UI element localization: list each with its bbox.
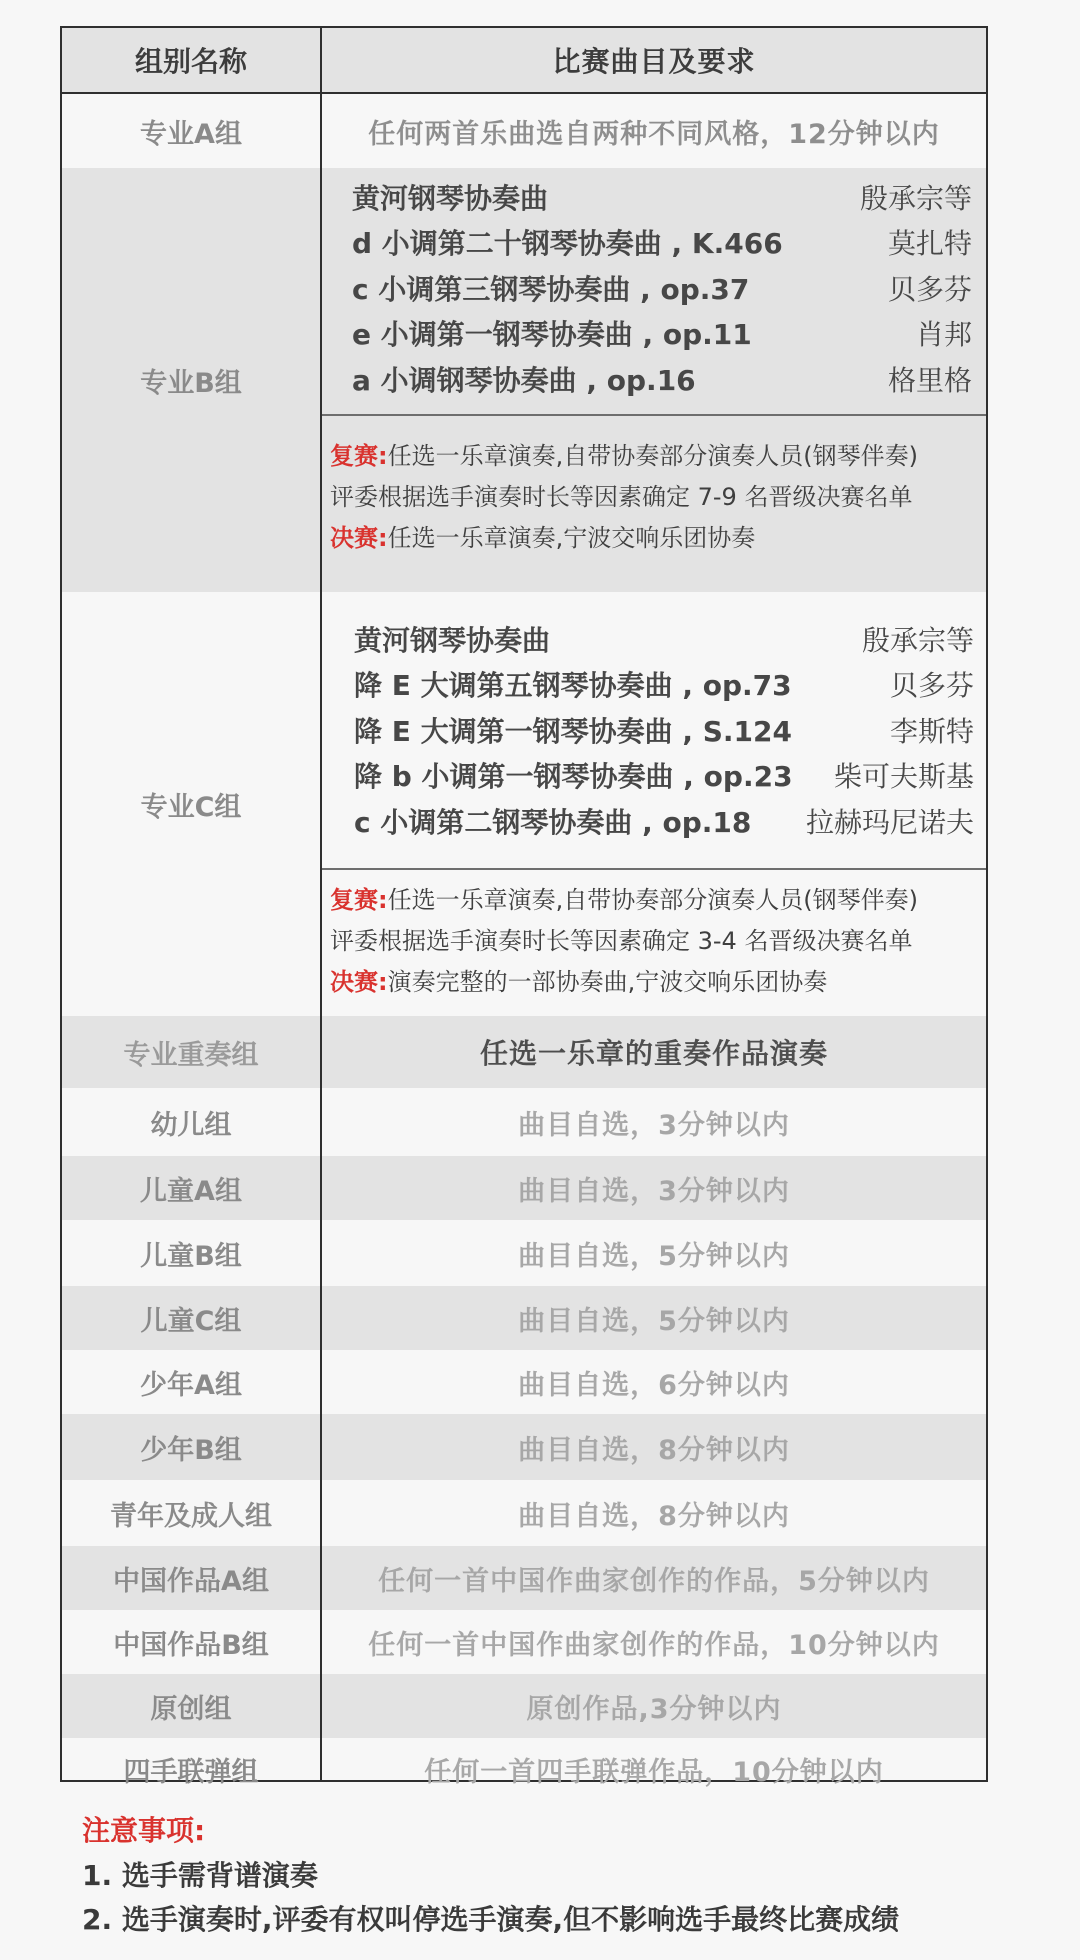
table-row	[62, 1156, 986, 1220]
list-item	[354, 616, 974, 662]
piece-composer: 贝多芬	[887, 272, 972, 306]
list-item	[352, 265, 972, 311]
group-name: 少年A组	[140, 1369, 242, 1401]
piece-title: e 小调第一钢琴协奏曲 , op.11	[352, 318, 752, 352]
semifinal-text: 任选一乐章演奏,自带协奏部分演奏人员(钢琴伴奏)	[387, 886, 918, 914]
group-requirement: 曲目自选，5分钟以内	[518, 1240, 790, 1272]
list-item	[354, 662, 974, 708]
judge-note: 评委根据选手演奏时长等因素确定 7-9 名晋级决赛名单	[330, 483, 913, 511]
group-name: 儿童A组	[140, 1175, 242, 1207]
column-divider	[320, 28, 322, 1780]
group-requirement: 曲目自选，8分钟以内	[518, 1434, 790, 1466]
group-requirement: 任何两首乐曲选自两种不同风格，12分钟以内	[368, 118, 940, 150]
group-name: 儿童B组	[140, 1240, 242, 1272]
group-requirement: 任选一乐章的重奏作品演奏	[479, 1037, 828, 1070]
table-row	[62, 592, 986, 1016]
table-row	[62, 1546, 986, 1610]
group-requirement: 任何一首中国作曲家创作的作品，10分钟以内	[368, 1629, 940, 1661]
group-name: 专业C组	[140, 791, 242, 823]
table-row	[62, 1414, 986, 1480]
piece-composer: 柴可夫斯基	[833, 760, 974, 794]
table-row	[62, 1674, 986, 1738]
semifinal-note	[330, 436, 980, 477]
table-row	[62, 1480, 986, 1546]
table-row	[62, 1088, 986, 1156]
group-name: 少年B组	[140, 1434, 242, 1466]
table-row	[62, 1016, 986, 1088]
piece-title: c 小调第三钢琴协奏曲 , op.37	[352, 272, 750, 306]
table-row	[62, 94, 986, 168]
semifinal-text: 任选一乐章演奏,自带协奏部分演奏人员(钢琴伴奏)	[387, 442, 918, 470]
competition-table	[60, 26, 988, 1788]
round-notes	[330, 436, 980, 559]
piece-title: a 小调钢琴协奏曲 , op.16	[352, 363, 696, 397]
piece-title: 黄河钢琴协奏曲	[352, 181, 549, 215]
notice-title: 注意事项:	[82, 1814, 206, 1847]
final-note	[330, 518, 980, 559]
piece-list	[352, 174, 972, 402]
piece-composer: 拉赫玛尼诺夫	[805, 805, 974, 839]
header-requirements: 比赛曲目及要求	[552, 45, 756, 78]
list-item	[354, 753, 974, 799]
group-name: 四手联弹组	[123, 1756, 259, 1788]
piece-title: 降 E 大调第五钢琴协奏曲 , op.73	[354, 669, 792, 703]
final-tag: 决赛:	[330, 524, 388, 552]
list-item	[352, 311, 972, 357]
semifinal-note	[330, 880, 980, 921]
piece-title: c 小调第二钢琴协奏曲 , op.18	[354, 805, 752, 839]
judge-note: 评委根据选手演奏时长等因素确定 3-4 名晋级决赛名单	[330, 927, 913, 955]
list-item: 1. 选手需背谱演奏	[82, 1859, 318, 1892]
table-row	[62, 1286, 986, 1350]
notice-section	[82, 1808, 1002, 1942]
divider	[322, 414, 986, 416]
table-row	[62, 1220, 986, 1286]
group-requirement: 任何一首四手联弹作品，10分钟以内	[424, 1756, 884, 1788]
group-name: 原创组	[150, 1693, 232, 1725]
table-row	[62, 1350, 986, 1414]
group-requirement: 曲目自选，5分钟以内	[518, 1305, 790, 1337]
list-item	[352, 174, 972, 220]
piece-composer: 格里格	[887, 363, 972, 397]
group-name: 专业重奏组	[123, 1039, 259, 1071]
piece-composer: 莫扎特	[887, 227, 972, 261]
piece-title: d 小调第二十钢琴协奏曲 , K.466	[352, 227, 783, 261]
piece-title: 黄河钢琴协奏曲	[354, 623, 551, 657]
final-text: 任选一乐章演奏,宁波交响乐团协奏	[387, 524, 756, 552]
table-header	[62, 28, 986, 94]
final-tag: 决赛:	[330, 968, 388, 996]
table-row	[62, 168, 986, 592]
piece-composer: 贝多芬	[889, 669, 974, 703]
list-item	[354, 707, 974, 753]
group-name: 中国作品A组	[113, 1565, 269, 1597]
group-requirement: 原创作品,3分钟以内	[526, 1693, 782, 1725]
semifinal-tag: 复赛:	[330, 442, 388, 470]
group-name: 儿童C组	[140, 1305, 242, 1337]
list-item: 2. 选手演奏时,评委有权叫停选手演奏,但不影响选手最终比赛成绩	[82, 1903, 900, 1936]
piece-list	[354, 616, 974, 844]
group-name: 幼儿组	[150, 1109, 232, 1141]
group-name: 青年及成人组	[110, 1500, 272, 1532]
list-item	[352, 220, 972, 266]
group-requirement: 曲目自选，6分钟以内	[518, 1369, 790, 1401]
group-name: 专业A组	[140, 118, 242, 150]
divider	[322, 868, 986, 870]
piece-composer: 李斯特	[889, 714, 974, 748]
piece-title: 降 E 大调第一钢琴协奏曲 , S.124	[354, 714, 793, 748]
final-note	[330, 962, 980, 1003]
semifinal-tag: 复赛:	[330, 886, 388, 914]
piece-title: 降 b 小调第一钢琴协奏曲 , op.23	[354, 760, 793, 794]
final-text: 演奏完整的一部协奏曲,宁波交响乐团协奏	[387, 968, 828, 996]
round-notes	[330, 880, 980, 1003]
group-requirement: 曲目自选，3分钟以内	[518, 1175, 790, 1207]
list-item	[352, 356, 972, 402]
table-row	[62, 1610, 986, 1674]
group-requirement: 曲目自选，8分钟以内	[518, 1500, 790, 1532]
group-requirement: 任何一首中国作曲家创作的作品，5分钟以内	[378, 1565, 930, 1597]
group-name: 专业B组	[140, 367, 242, 399]
header-group-name: 组别名称	[134, 45, 247, 78]
piece-composer: 殷承宗等	[861, 623, 974, 657]
group-name: 中国作品B组	[113, 1629, 269, 1661]
list-item	[354, 798, 974, 844]
group-requirement: 曲目自选，3分钟以内	[518, 1109, 790, 1141]
piece-composer: 肖邦	[915, 318, 972, 352]
piece-composer: 殷承宗等	[859, 181, 972, 215]
table-row	[62, 1738, 986, 1788]
